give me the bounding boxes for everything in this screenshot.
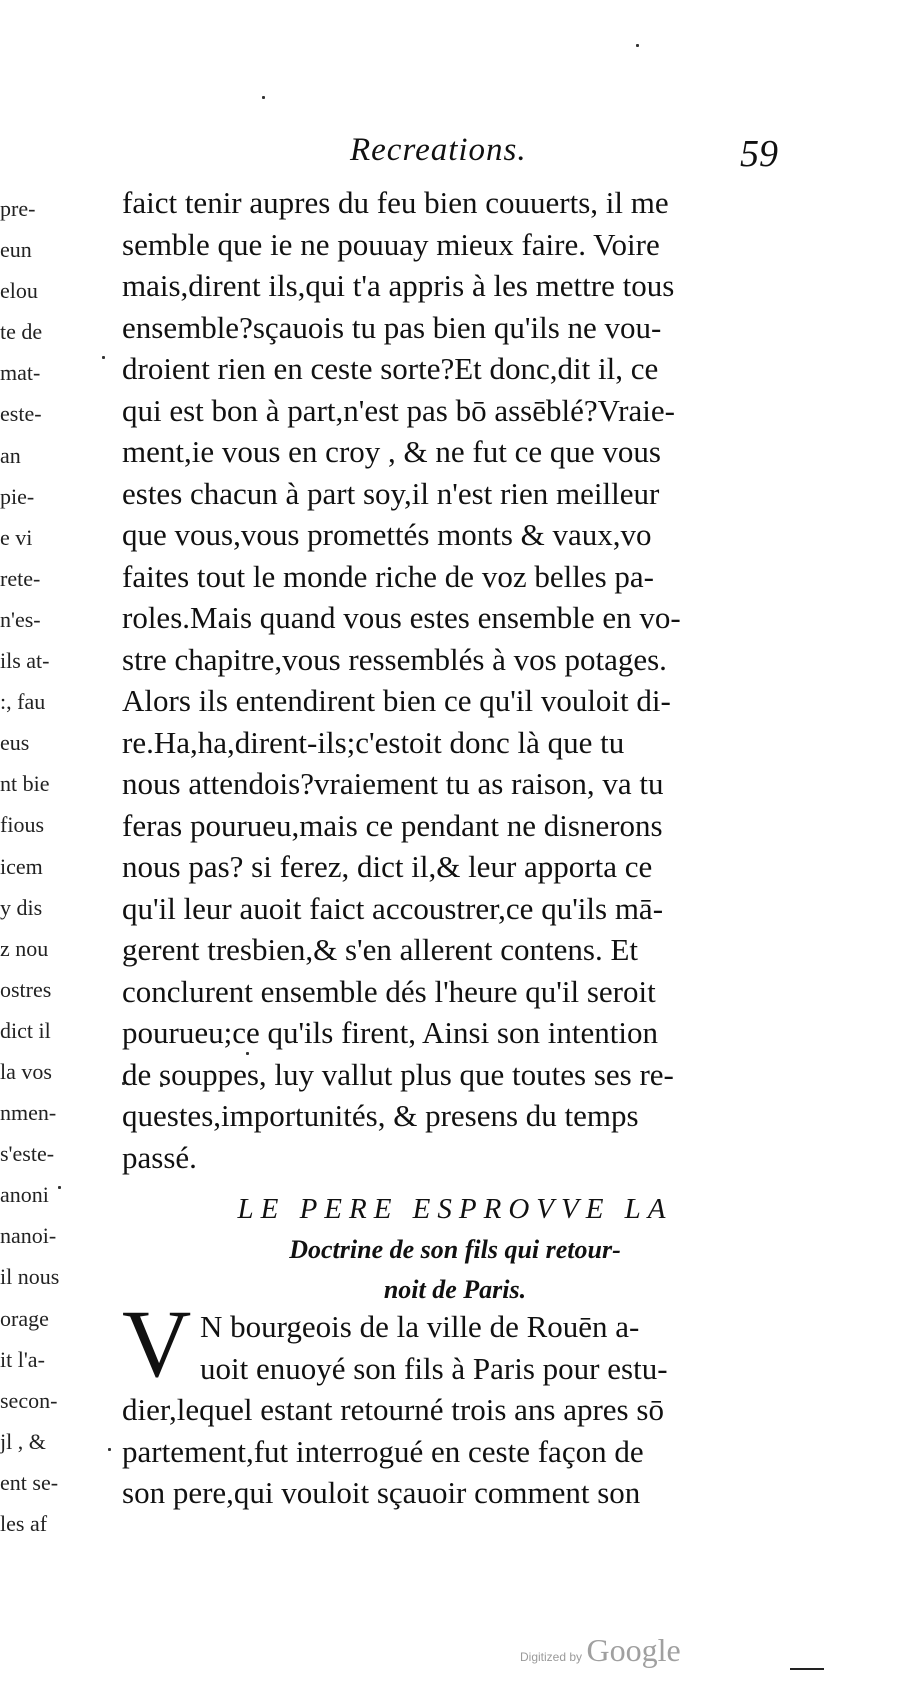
text-line: conclurent ensemble dés l'heure qu'il seroit xyxy=(122,973,656,1009)
text-line: que vous,vous promettés monts & vaux,vo xyxy=(122,517,652,552)
ink-speck xyxy=(102,356,105,359)
margin-fragment: e vi xyxy=(0,524,33,550)
google-logo: Google xyxy=(586,1632,681,1668)
text-line: dier,lequel estant retourné trois ans apres sō xyxy=(122,1392,664,1427)
margin-fragment: rete- xyxy=(0,565,41,591)
margin-fragment: eun xyxy=(0,237,32,263)
text-line: N bourgeois de la ville de Rouēn a- xyxy=(200,1309,640,1344)
text-line: droient rien en ceste sorte?Et donc,dit il, ce xyxy=(122,351,659,386)
corner-rule xyxy=(790,1668,824,1670)
section-heading xyxy=(120,1188,790,1310)
margin-fragment: te de xyxy=(0,319,43,345)
margin-fragment: ils at- xyxy=(0,648,50,674)
margin-fragment: les af xyxy=(0,1511,48,1536)
margin-fragment: icem xyxy=(0,853,43,879)
digitized-by-credit xyxy=(520,1632,681,1669)
margin-fragment: nmen- xyxy=(0,1100,57,1126)
margin-fragment: n'es- xyxy=(0,606,41,632)
text-line: estes chacun à part soy,il n'est rien meilleur xyxy=(122,475,660,511)
text-line: mais,dirent ils,qui t'a appris à les mettre tous xyxy=(122,268,675,303)
text-line: faict tenir aupres du feu bien couuerts, il me xyxy=(122,185,669,220)
text-line: passé. xyxy=(122,1139,197,1175)
margin-fragment: il nous xyxy=(0,1264,60,1290)
margin-fragment: orage xyxy=(0,1305,49,1331)
text-line: faites tout le monde riche de voz belles pa- xyxy=(122,558,654,594)
margin-fragment: este- xyxy=(0,401,42,427)
text-line: ment,ie vous en croy , & ne fut ce que vous xyxy=(122,434,661,469)
margin-fragment: it l'a- xyxy=(0,1346,45,1372)
digitized-label: Digitized by xyxy=(520,1650,583,1664)
text-line: gerent tresbien,& s'en allerent contens. Et xyxy=(122,932,639,967)
heading-title: LE PERE ESPROVVE LA xyxy=(237,1193,673,1225)
text-line: roles.Mais quand vous estes ensemble en vo- xyxy=(122,600,681,635)
margin-fragment: jl , & xyxy=(0,1428,46,1454)
margin-fragment: z nou xyxy=(0,935,49,961)
margin-fragment: s'este- xyxy=(0,1141,55,1167)
margin-fragment: y dis xyxy=(0,894,43,920)
margin-fragment: mat- xyxy=(0,360,41,386)
text-line: ensemble?sçauois tu pas bien qu'ils ne vou- xyxy=(122,309,662,345)
margin-fragment: nanoi- xyxy=(0,1223,57,1249)
text-line: qui est bon à part,n'est pas bō assēblé?Vraie- xyxy=(122,392,675,428)
chapter-text xyxy=(122,1306,782,1514)
margin-fragment: an xyxy=(0,442,21,468)
text-line: de souppes, luy vallut plus que toutes ses re- xyxy=(122,1056,674,1092)
text-line: nous attendois?vraiement tu as raison, va tu xyxy=(122,766,664,801)
text-line: semble que ie ne pouuay mieux faire. Voire xyxy=(122,226,660,262)
page-number: 59 xyxy=(740,133,778,175)
margin-fragment: nt bie xyxy=(0,771,50,797)
heading-subtitle-line2: noit de Paris. xyxy=(383,1275,527,1304)
text-line: son pere,qui vouloit sçauoir comment son xyxy=(122,1475,641,1510)
margin-fragment: :, fau xyxy=(0,689,46,715)
running-title: Recreations. xyxy=(350,132,527,168)
margin-fragment: fious xyxy=(0,812,44,838)
text-line: questes,importunités, & presens du temps xyxy=(122,1098,639,1133)
ink-speck xyxy=(108,1448,111,1451)
margin-fragment: ent se- xyxy=(0,1469,59,1495)
body-text xyxy=(122,182,782,1178)
ink-speck xyxy=(636,44,639,47)
margin-fragment: dict il xyxy=(0,1017,51,1043)
text-line: nous pas? si ferez, dict il,& leur apporta ce xyxy=(122,849,653,884)
text-line: Alors ils entendirent bien ce qu'il vouloit di- xyxy=(122,683,671,718)
margin-fragment: la vos xyxy=(0,1058,52,1084)
margin-fragment: ostres xyxy=(0,976,52,1002)
heading-subtitle-line1: Doctrine de son fils qui retour- xyxy=(289,1235,621,1264)
text-line: partement,fut interrogué en ceste façon de xyxy=(122,1433,644,1469)
drop-cap: V xyxy=(122,1290,192,1397)
margin-fragment: secon- xyxy=(0,1387,58,1413)
facing-page-margin-fragments xyxy=(0,188,62,1544)
margin-fragment: anoni xyxy=(0,1182,49,1208)
ink-speck xyxy=(262,96,265,99)
margin-fragment: elou xyxy=(0,278,38,304)
text-line: pourueu;ce qu'ils firent, Ainsi son intention xyxy=(122,1015,658,1050)
text-line: stre chapitre,vous ressemblés à vos potages. xyxy=(122,641,667,677)
margin-fragment: pie- xyxy=(0,483,35,509)
text-line: re.Ha,ha,dirent-ils;c'estoit donc là que tu xyxy=(122,724,625,760)
text-line: uoit enuoyé son fils à Paris pour estu- xyxy=(200,1350,668,1386)
margin-fragment: pre- xyxy=(0,196,36,221)
text-line: feras pourueu,mais ce pendant ne disnerons xyxy=(122,807,663,843)
margin-fragment: eus xyxy=(0,730,30,756)
text-line: qu'il leur auoit faict accoustrer,ce qu'ils mā- xyxy=(122,890,664,926)
